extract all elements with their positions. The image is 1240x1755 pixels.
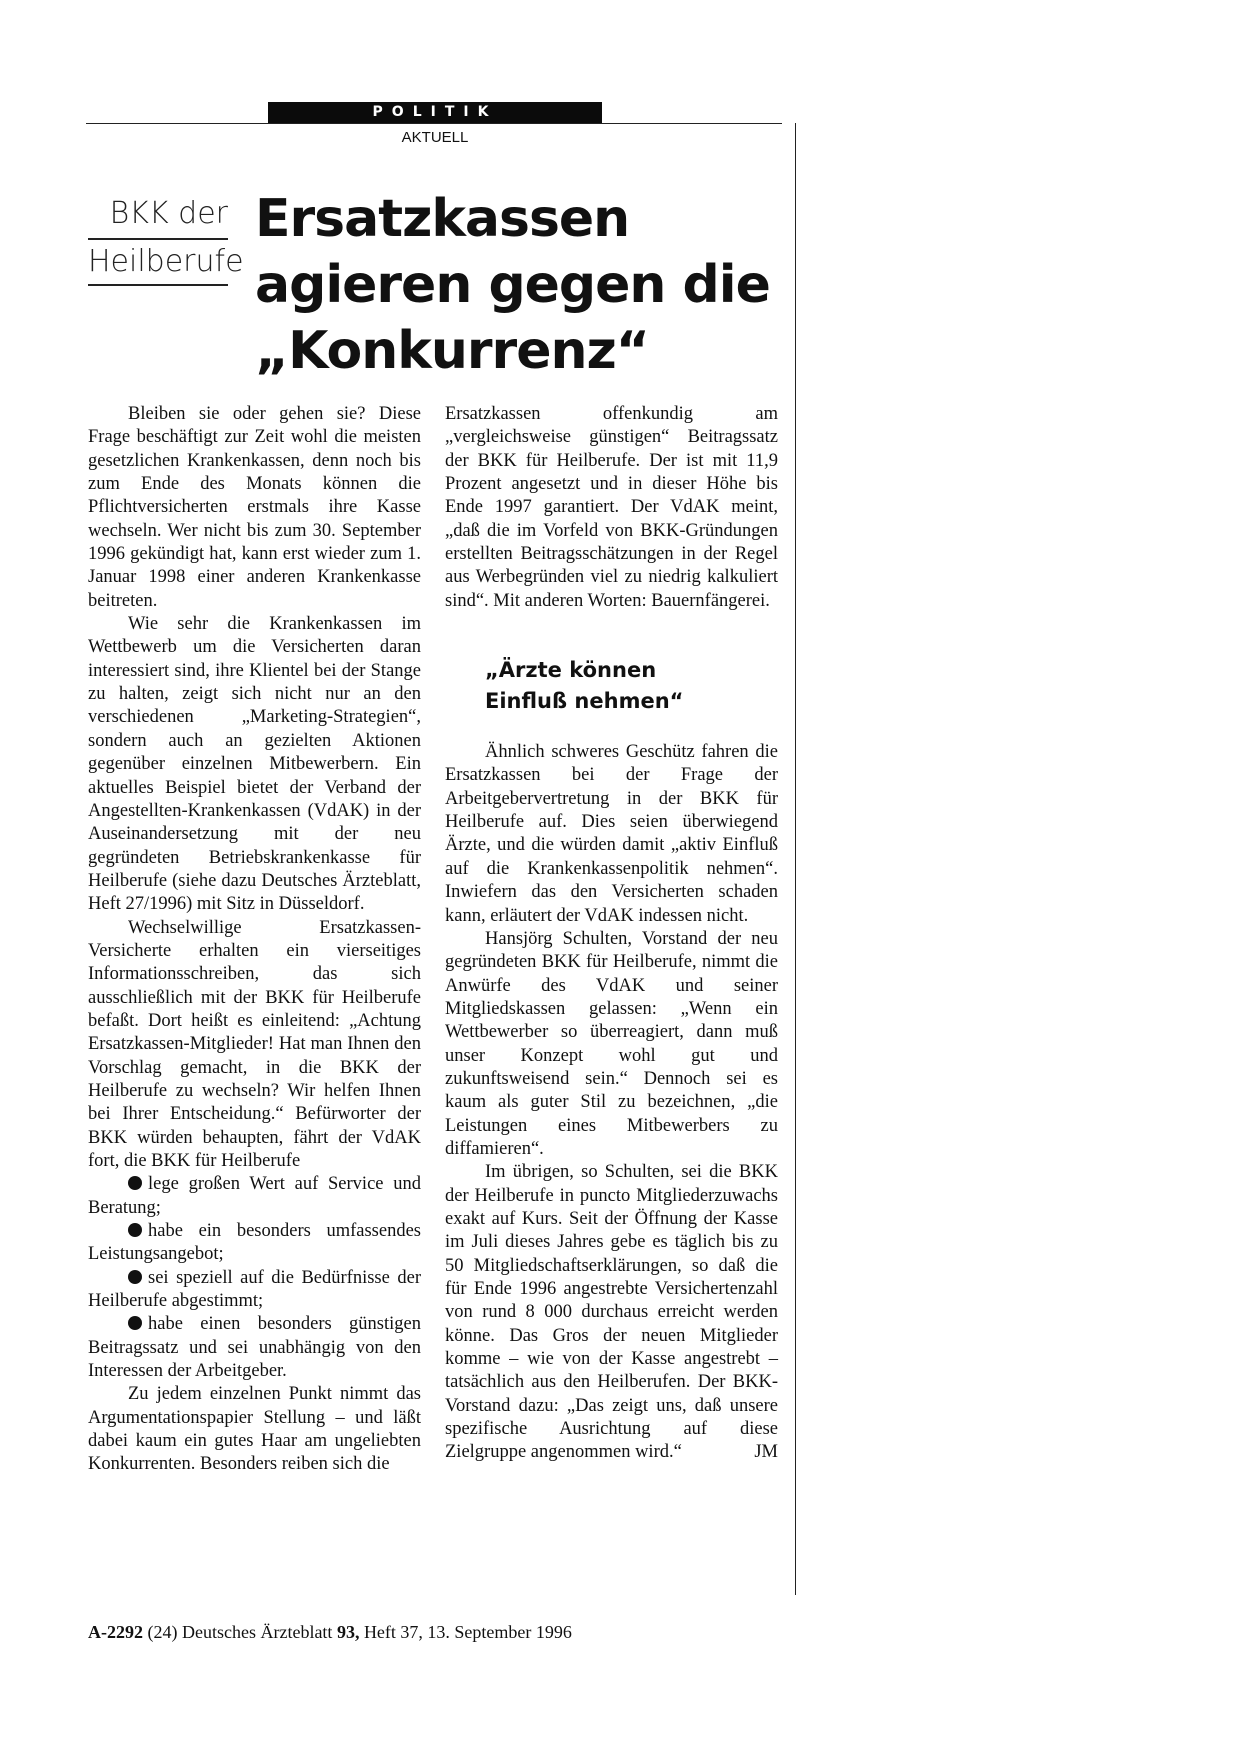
headline-line-1: Ersatzkassen [255, 189, 630, 249]
bullet-dot-icon [128, 1316, 142, 1330]
kicker-line-1: BKK der [109, 196, 228, 231]
bullet-text: habe ein besonders umfassendes Leistungsangebot; [88, 1221, 421, 1265]
bullet-item [88, 1313, 421, 1383]
bullet-item [88, 1173, 421, 1220]
paragraph: Wechselwillige Ersatzkassen-Versicherte erhalten ein vierseitiges Informationsschreiben, das sich ausschließlich mit der BKK für Heilberufe befaßt. Dort heißt es einleitend: „Achtung Ersatzkassen-Mitglieder! Hat man Ihnen den Vorschlag gemacht, in die BKK der Heilberufe zu wechseln? Wir helfen Ihnen bei Ihrer Entscheidung.“ Befürworter der BKK würden behaupten, fährt der VdAK fort, die BKK für Heilberufe [88, 917, 421, 1171]
bullet-item [88, 1267, 421, 1314]
paragraph-text: Im übrigen, so Schulten, sei die BKK der Heilberufe in puncto Mitgliederzuwachs exakt auf Kurs. Seit der Öffnung der Kasse im Juli dieses Jahres gebe es täglich bis zu 50 Mitgliedschaftserklärungen, so daß die für Ende 1996 angestrebte Versichertenzahl von rund 8 000 durchaus erreicht werden könne. Das Gros der neuen Mitglieder komme – wie von der Kasse angestrebt – tatsächlich aus den Heilberufen. Der BKK-Vorstand dazu: „Das zeigt uns, daß unsere spezifische Ausrichtung auf diese Zielgruppe angenommen wird.“ [445, 1162, 778, 1463]
subheading-line-2: Einfluß nehmen“ [485, 689, 684, 714]
volume-number: 93, [336, 1622, 360, 1642]
footer-text: Heft 37, 13. September 1996 [359, 1622, 572, 1642]
bullet-text: habe einen besonders günstigen Beitragssatz und sei unabhängig von den Interessen der Arbeitgeber. [88, 1314, 421, 1382]
headline-line-3: „Konkurrenz“ [255, 321, 649, 381]
bullet-dot-icon [128, 1223, 142, 1237]
paragraph: Bleiben sie oder gehen sie? Diese Frage beschäftigt zur Zeit wohl die meisten gesetzlichen Krankenkassen, denn noch bis zum Ende des Monats können die Pflichtversicherten erstmals ihre Kasse wechseln. Wer nicht bis zum 30. September 1996 gekündigt hat, kann erst wieder zum 1. Januar 1998 einer anderen Krankenkasse beitreten. [88, 404, 421, 611]
bullet-dot-icon [128, 1270, 142, 1284]
kicker-line-2: Heilberufe [88, 238, 228, 286]
paragraph [445, 1161, 778, 1464]
article-column-right [445, 403, 778, 1465]
subsection-label: AKTUELL [401, 129, 469, 146]
headline-line-2: agieren gegen die [255, 255, 770, 315]
page-footer [88, 1622, 572, 1643]
kicker [88, 192, 244, 286]
paragraph: Ersatzkassen offenkundig am „vergleichsweise günstigen“ Beitragssatz der BKK für Heilberufe. Der ist mit 11,9 Prozent angesetzt und in dieser Höhe bis Ende 1997 garantiert. Der VdAK meint, „daß die im Vorfeld von BKK-Gründungen erstellten Beitragsschätzungen in der Regel aus Werbegründen viel zu niedrig kalkuliert sind“. Mit anderen Worten: Bauernfängerei. [445, 404, 778, 611]
bullet-item [88, 1220, 421, 1267]
subheading [445, 655, 778, 717]
column-rule [795, 123, 796, 1595]
bullet-text: lege großen Wert auf Service und Beratung; [88, 1174, 421, 1218]
paragraph: Zu jedem einzelnen Punkt nimmt das Argumentationspapier Stellung – und läßt dabei kaum ein gutes Haar am ungeliebten Konkurrenten. Besonders reiben sich die [88, 1384, 421, 1475]
section-label: POLITIK [268, 102, 602, 123]
paragraph: Hansjörg Schulten, Vorstand der neu gegründeten BKK für Heilberufe, nimmt die Anwürfe des VdAK und seiner Mitgliedskassen gelassen: „Wenn ein Wettbewerber so überreagiert, dann muß unser Konzept wohl gut und zukunftsweisend sein.“ Dennoch sei es kaum als guter Stil zu bezeichnen, „die Leistungen eines Mitbewerbers zu diffamieren“. [445, 928, 778, 1159]
article-column-left [88, 403, 421, 1477]
paragraph: Ähnlich schweres Geschütz fahren die Ersatzkassen bei der Frage der Arbeitgebervertretung in der BKK für Heilberufe auf. Dies seien überwiegend Ärzte, und die würden damit „aktiv Einfluß auf die Krankenkassenpolitik nehmen“. Inwiefern das den Versicherten schaden kann, erläutert der VdAK indessen nicht. [445, 742, 778, 926]
paragraph: Wie sehr die Krankenkassen im Wettbewerb um die Versicherten daran interessiert sind, ihre Klientel bei der Stange zu halten, zeigt sich nicht nur an den verschiedenen „Marketing-Strategien“, sondern auch an gezielten Aktionen gegenüber einzelnen Mitbewerbern. Ein aktuelles Beispiel bietet der Verband der Angestellten-Krankenkassen (VdAK) in der Auseinandersetzung mit der neu gegründeten Betriebskrankenkasse für Heilberufe (siehe dazu Deutsches Ärzteblatt, Heft 27/1996) mit Sitz in Düsseldorf. [88, 614, 421, 915]
footer-text: (24) Deutsches Ärzteblatt [143, 1622, 337, 1642]
subheading-line-1: „Ärzte können [485, 658, 657, 683]
bullet-text: sei speziell auf die Bedürfnisse der Heilberufe abgestimmt; [88, 1267, 421, 1312]
top-rule [86, 123, 782, 124]
headline [255, 186, 795, 384]
page-number: A-2292 [88, 1622, 143, 1642]
bullet-dot-icon [128, 1176, 142, 1190]
author-signature: JM [754, 1442, 778, 1463]
